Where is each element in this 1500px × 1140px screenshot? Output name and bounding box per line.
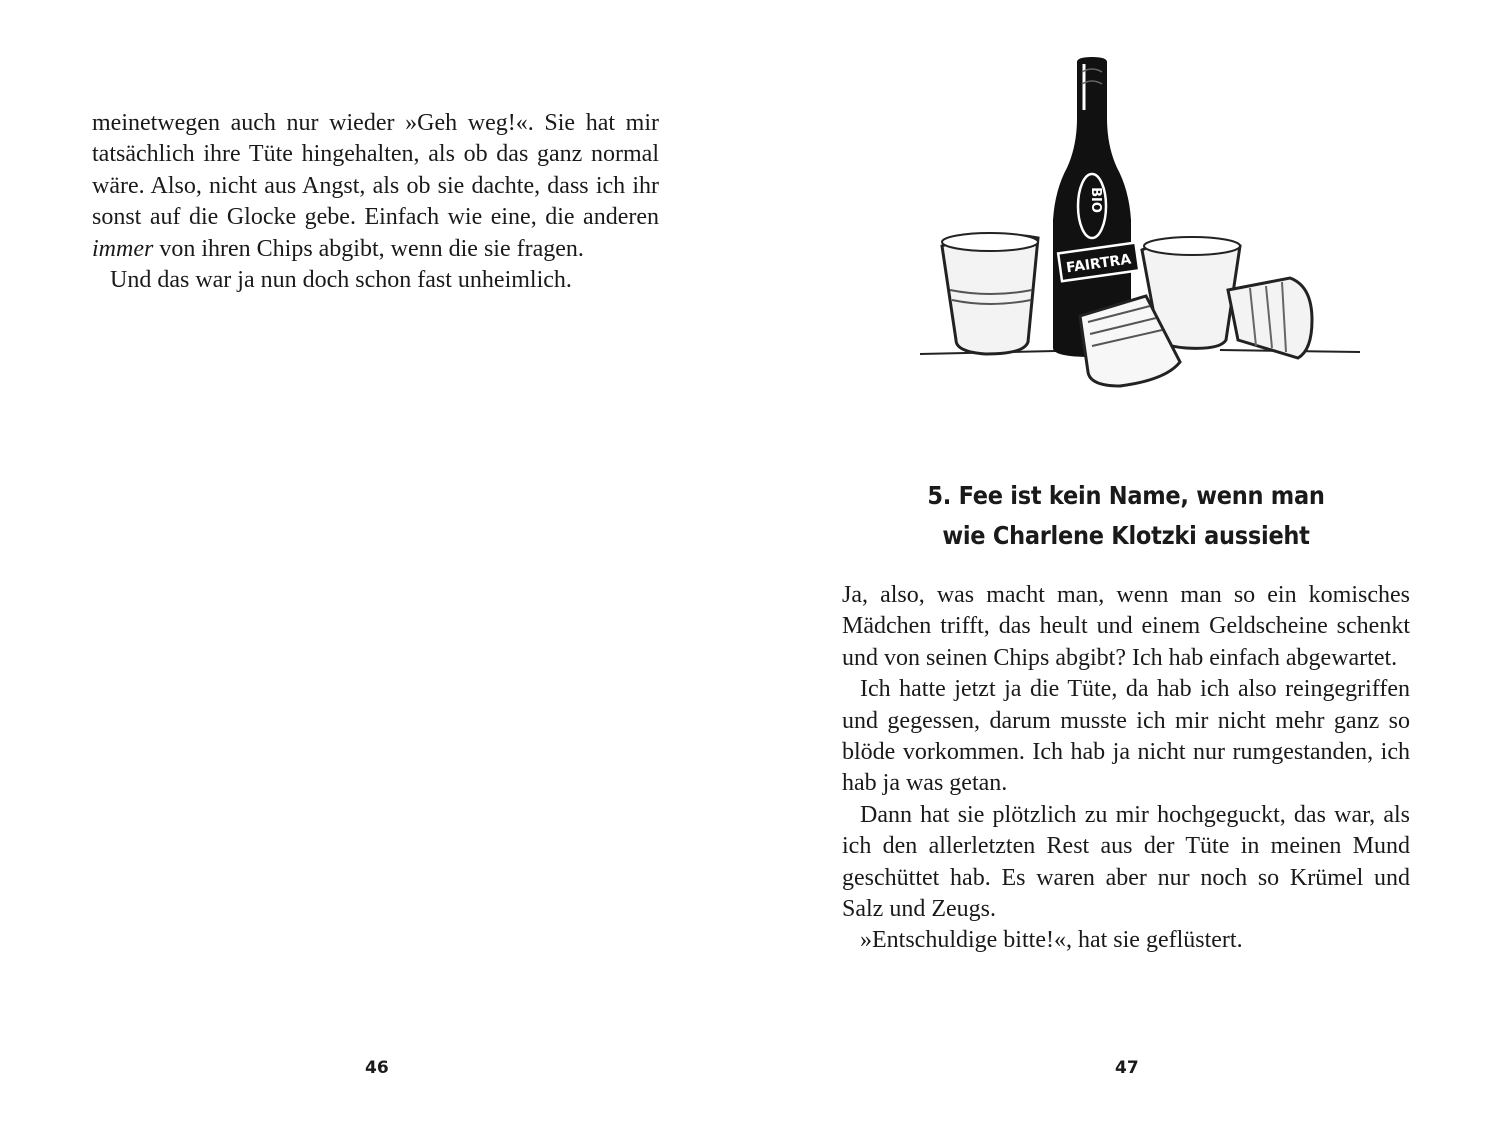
paragraph-2: Und das war ja nun doch schon fast unheimlich. xyxy=(110,267,572,294)
right-body-text xyxy=(842,580,1410,957)
page-number-left: 46 xyxy=(365,1058,389,1078)
paragraph-2: Ich hatte jetzt ja die Tüte, da hab ich also reingegriffen und gegessen, darum musste ich mir nicht mehr ganz so blöde vorkommen. Ich hab ja nicht nur rumgestanden, ich hab ja was getan. xyxy=(842,676,1410,797)
paragraph-1-text: meinetwegen auch nur wieder »Geh weg!«. Sie hat mir tatsächlich ihre Tüte hingehalten, als ob das ganz normal wäre. Also, nicht aus Angst, als ob sie dachte, dass ich ihr sonst auf die Glocke gebe. Einfach wie eine, die anderen xyxy=(92,110,659,231)
chapter-title-line-1: 5. Fee ist kein Name, wenn man xyxy=(927,481,1325,510)
paragraph-1 xyxy=(92,108,659,265)
paragraph-4: »Entschuldige bitte!«, hat sie geflüstert. xyxy=(860,927,1243,954)
chapter-title xyxy=(870,476,1381,556)
page-number-right: 47 xyxy=(1115,1058,1139,1078)
left-body-text xyxy=(92,108,659,296)
bottle-and-cups-illustration xyxy=(920,50,1360,390)
tipped-cup-right xyxy=(1228,278,1312,358)
right-page xyxy=(750,0,1500,1140)
fairtrade-label: FAIRTRA xyxy=(1065,251,1133,277)
emphasis-immer: immer xyxy=(92,235,154,262)
paragraph-1: Ja, also, was macht man, wenn man so ein komisches Mädchen trifft, das heult und einem Geldscheine schenkt und von seinen Chips abgibt? Ich hab einfach abgewartet. xyxy=(842,582,1410,671)
chapter-title-line-2: wie Charlene Klotzki aussieht xyxy=(942,521,1310,550)
bio-label: BIO xyxy=(1088,187,1103,213)
left-cup xyxy=(942,233,1038,354)
paragraph-3: Dann hat sie plötzlich zu mir hochgeguckt, das war, als ich den allerletzten Rest aus der Tüte in meinen Mund geschüttet hab. Es waren aber nur noch so Krümel und Salz und Zeugs. xyxy=(842,801,1410,923)
paragraph-1-end: von ihren Chips abgibt, wenn die sie fragen. xyxy=(153,235,584,262)
